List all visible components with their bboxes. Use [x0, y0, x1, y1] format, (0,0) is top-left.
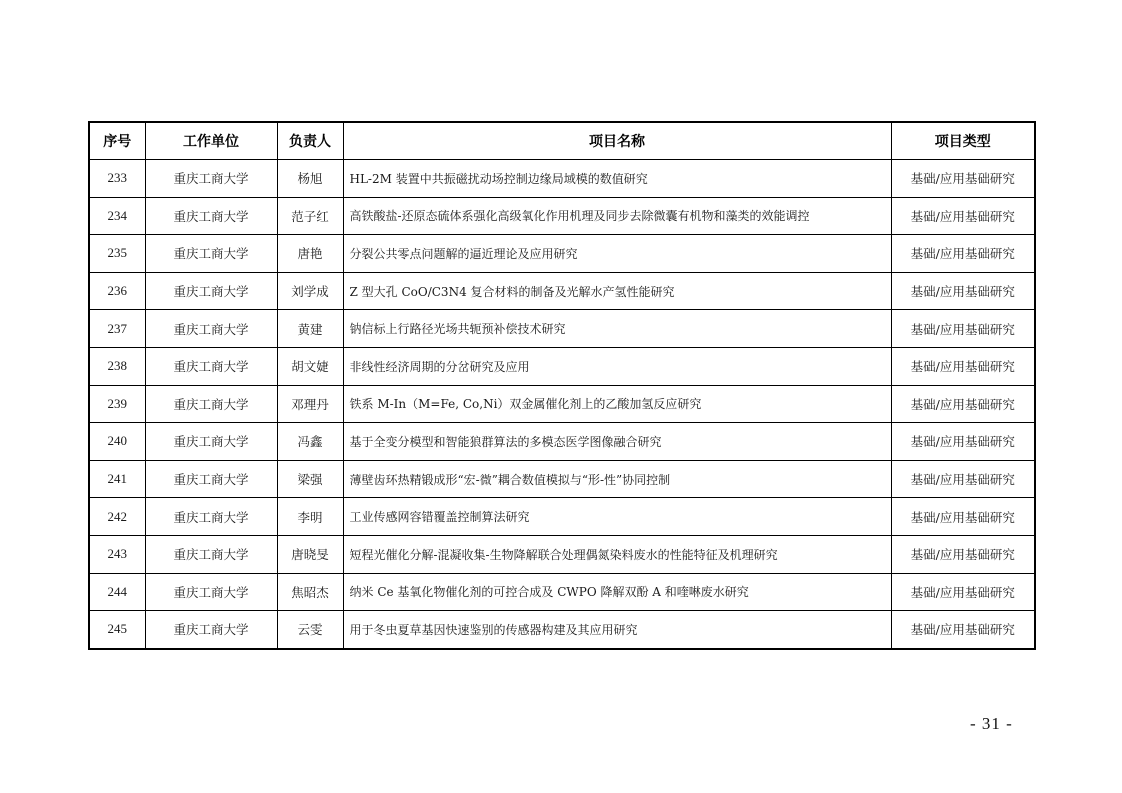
cell-project-type: 基础/应用基础研究: [891, 347, 1035, 385]
cell-leader: 梁强: [277, 460, 343, 498]
cell-num: 242: [89, 498, 145, 536]
header-num: 序号: [89, 122, 145, 160]
cell-project-type: 基础/应用基础研究: [891, 160, 1035, 198]
table-header-row: [89, 122, 1035, 160]
cell-leader: 胡文婕: [277, 347, 343, 385]
cell-unit: 重庆工商大学: [145, 573, 277, 611]
header-project-name: 项目名称: [343, 122, 891, 160]
cell-leader: 范子红: [277, 197, 343, 235]
cell-project-type: 基础/应用基础研究: [891, 573, 1035, 611]
cell-project-type: 基础/应用基础研究: [891, 423, 1035, 461]
cell-leader: 焦昭杰: [277, 573, 343, 611]
cell-num: 239: [89, 385, 145, 423]
cell-num: 244: [89, 573, 145, 611]
cell-unit: 重庆工商大学: [145, 535, 277, 573]
cell-leader: 黄建: [277, 310, 343, 348]
cell-project-name: 纳米 Ce 基氧化物催化剂的可控合成及 CWPO 降解双酚 A 和喹啉废水研究: [343, 573, 891, 611]
cell-project-type: 基础/应用基础研究: [891, 611, 1035, 649]
cell-leader: 云雯: [277, 611, 343, 649]
cell-leader: 李明: [277, 498, 343, 536]
cell-project-type: 基础/应用基础研究: [891, 272, 1035, 310]
cell-unit: 重庆工商大学: [145, 160, 277, 198]
cell-project-name: 分裂公共零点问题解的逼近理论及应用研究: [343, 235, 891, 273]
cell-num: 240: [89, 423, 145, 461]
cell-leader: 冯鑫: [277, 423, 343, 461]
header-unit: 工作单位: [145, 122, 277, 160]
table-row: [89, 535, 1035, 573]
cell-project-name: 工业传感网容错覆盖控制算法研究: [343, 498, 891, 536]
cell-unit: 重庆工商大学: [145, 197, 277, 235]
cell-unit: 重庆工商大学: [145, 611, 277, 649]
cell-leader: 唐晓旻: [277, 535, 343, 573]
cell-project-name: 铁系 M-In（M=Fe, Co,Ni）双金属催化剂上的乙酸加氢反应研究: [343, 385, 891, 423]
cell-unit: 重庆工商大学: [145, 347, 277, 385]
cell-num: 234: [89, 197, 145, 235]
page-number: - 31 -: [970, 714, 1013, 733]
table-row: [89, 423, 1035, 461]
cell-leader: 刘学成: [277, 272, 343, 310]
cell-project-type: 基础/应用基础研究: [891, 535, 1035, 573]
cell-project-type: 基础/应用基础研究: [891, 460, 1035, 498]
cell-unit: 重庆工商大学: [145, 272, 277, 310]
cell-project-type: 基础/应用基础研究: [891, 310, 1035, 348]
cell-num: 237: [89, 310, 145, 348]
cell-project-name: 基于全变分模型和智能狼群算法的多模态医学图像融合研究: [343, 423, 891, 461]
cell-unit: 重庆工商大学: [145, 385, 277, 423]
cell-leader: 邓理丹: [277, 385, 343, 423]
header-leader: 负责人: [277, 122, 343, 160]
cell-project-name: 薄壁齿环热精锻成形“宏-微”耦合数值模拟与“形-性”协同控制: [343, 460, 891, 498]
table-row: [89, 160, 1035, 198]
header-project-type: 项目类型: [891, 122, 1035, 160]
table-row: [89, 573, 1035, 611]
table-row: [89, 611, 1035, 649]
cell-project-type: 基础/应用基础研究: [891, 197, 1035, 235]
cell-project-name: 高铁酸盐-还原态硫体系强化高级氧化作用机理及同步去除微囊有机物和藻类的效能调控: [343, 197, 891, 235]
cell-project-name: 用于冬虫夏草基因快速鉴别的传感器构建及其应用研究: [343, 611, 891, 649]
cell-project-name: 非线性经济周期的分岔研究及应用: [343, 347, 891, 385]
table-row: [89, 310, 1035, 348]
project-table: [88, 121, 1036, 650]
table-row: [89, 498, 1035, 536]
cell-project-name: HL-2M 装置中共振磁扰动场控制边缘局域模的数值研究: [343, 160, 891, 198]
cell-unit: 重庆工商大学: [145, 460, 277, 498]
cell-num: 236: [89, 272, 145, 310]
cell-leader: 杨旭: [277, 160, 343, 198]
cell-leader: 唐艳: [277, 235, 343, 273]
cell-num: 243: [89, 535, 145, 573]
cell-num: 233: [89, 160, 145, 198]
cell-project-name: 钠信标上行路径光场共轭预补偿技术研究: [343, 310, 891, 348]
table-row: [89, 235, 1035, 273]
cell-unit: 重庆工商大学: [145, 235, 277, 273]
table-row: [89, 347, 1035, 385]
cell-project-type: 基础/应用基础研究: [891, 385, 1035, 423]
table-row: [89, 272, 1035, 310]
cell-project-type: 基础/应用基础研究: [891, 498, 1035, 536]
cell-project-type: 基础/应用基础研究: [891, 235, 1035, 273]
table-row: [89, 460, 1035, 498]
cell-unit: 重庆工商大学: [145, 310, 277, 348]
cell-project-name: 短程光催化分解-混凝收集-生物降解联合处理偶氮染料废水的性能特征及机理研究: [343, 535, 891, 573]
cell-unit: 重庆工商大学: [145, 498, 277, 536]
cell-num: 238: [89, 347, 145, 385]
cell-project-name: Z 型大孔 CoO/C3N4 复合材料的制备及光解水产氢性能研究: [343, 272, 891, 310]
cell-num: 241: [89, 460, 145, 498]
table-row: [89, 385, 1035, 423]
cell-num: 245: [89, 611, 145, 649]
table-row: [89, 197, 1035, 235]
cell-unit: 重庆工商大学: [145, 423, 277, 461]
cell-num: 235: [89, 235, 145, 273]
